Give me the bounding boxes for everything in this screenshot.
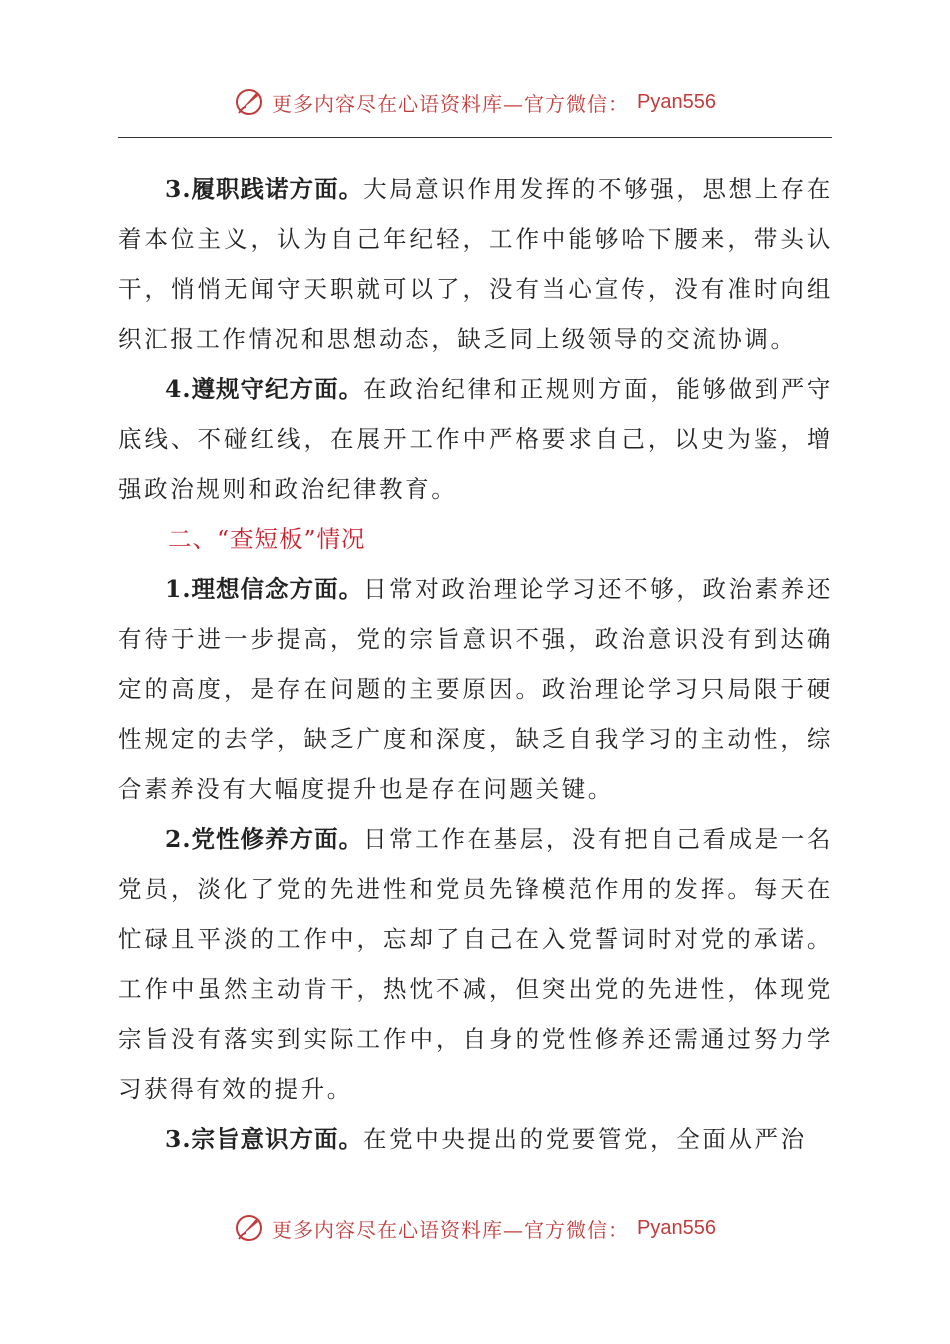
header-watermark xyxy=(0,84,950,120)
watermark-wechat-id: Pyan556 xyxy=(637,90,716,113)
paragraph-text: 在党中央提出的党要管党，全面从严治 xyxy=(363,1125,807,1153)
quill-logo-icon xyxy=(234,87,264,117)
paragraph-text: 日常对政治理论学习还不够，政治素养还有待于进一步提高，党的宗旨意识不强，政治意识没有到达确定的高度，是存在问题的主要原因。政治理论学习只局限于硬性规定的去学，缺乏广度和深度，缺乏自我学习的主动性，综合素养没有大幅度提升也是存在问题关键。 xyxy=(118,575,833,803)
document-body xyxy=(118,164,833,1164)
watermark-wechat-id: Pyan556 xyxy=(637,1216,716,1239)
watermark-text: 更多内容尽在心语资料库—官方微信： xyxy=(272,1217,630,1242)
paragraph-3 xyxy=(118,1114,833,1164)
paragraph-3-top xyxy=(118,164,833,364)
footer-watermark xyxy=(0,1210,950,1246)
paragraph-2 xyxy=(118,814,833,1114)
paragraph-4-top xyxy=(118,364,833,514)
paragraph-label: 1.理想信念方面。 xyxy=(165,575,364,603)
section-heading: 二、“查短板”情况 xyxy=(168,525,366,553)
paragraph-1 xyxy=(118,564,833,814)
paragraph-label: 3.宗旨意识方面。 xyxy=(165,1125,364,1153)
header-divider xyxy=(118,137,832,138)
paragraph-text: 在政治纪律和正规则方面，能够做到严守底线、不碰红线，在展开工作中严格要求自己，以史为鉴，增强政治规则和政治纪律教育。 xyxy=(118,375,833,503)
quill-logo-icon xyxy=(234,1213,264,1243)
paragraph-label: 3.履职践诺方面。 xyxy=(165,175,364,203)
paragraph-text: 日常工作在基层，没有把自己看成是一名党员，淡化了党的先进性和党员先锋模范作用的发挥。每天在忙碌且平淡的工作中，忘却了自己在入党誓词时对党的承诺。工作中虽然主动肯干，热忱不减，但突出党的先进性，体现党宗旨没有落实到实际工作中，自身的党性修养还需通过努力学习获得有效的提升。 xyxy=(118,825,833,1103)
watermark-text: 更多内容尽在心语资料库—官方微信： xyxy=(272,91,630,116)
paragraph-label: 2.党性修养方面。 xyxy=(165,825,364,853)
paragraph-label: 4.遵规守纪方面。 xyxy=(165,375,364,403)
paragraph-text: 大局意识作用发挥的不够强，思想上存在着本位主义，认为自己年纪轻，工作中能够哈下腰来，带头认干，悄悄无闻守天职就可以了，没有当心宣传，没有准时向组织汇报工作情况和思想动态，缺乏同上级领导的交流协调。 xyxy=(118,175,833,353)
